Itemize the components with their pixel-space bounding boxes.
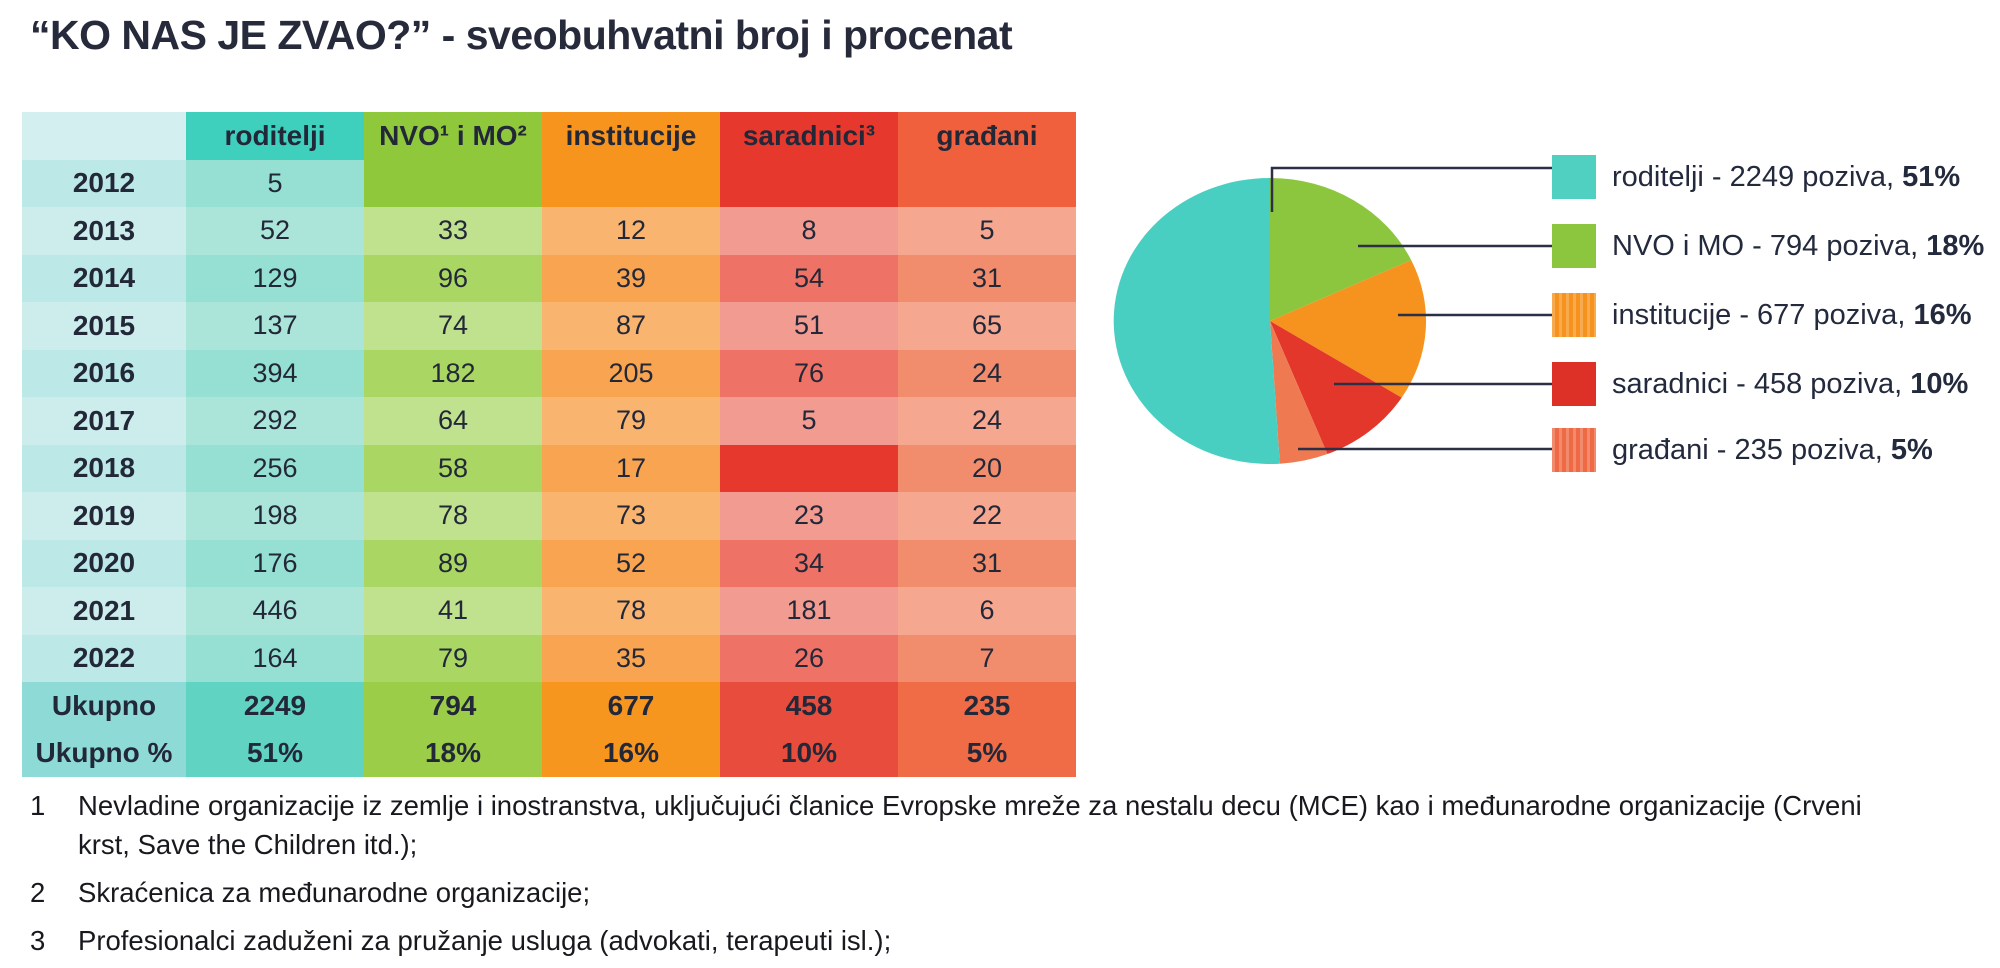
- pie-slice-nvo: [1270, 178, 1411, 321]
- table-cell-roditelji-2014: 129: [186, 255, 364, 303]
- table-cell-total-nvo: 18%: [364, 730, 542, 778]
- table-cell-nvo-2014: 96: [364, 255, 542, 303]
- table-cell-saradnici-2012: [720, 160, 898, 208]
- legend-item-saradnici: [1552, 362, 1968, 406]
- row-label-2014: 2014: [22, 255, 186, 303]
- legend-label: [1612, 368, 1968, 401]
- column-header-roditelji: roditelji: [186, 112, 364, 160]
- table-cell-saradnici-2015: 51: [720, 302, 898, 350]
- table-cell-gradjani-2021: 6: [898, 587, 1076, 635]
- table-cell-institucije-2017: 79: [542, 397, 720, 445]
- row-label-ukupno-pct: Ukupno %: [22, 730, 186, 778]
- row-label-2021: 2021: [22, 587, 186, 635]
- table-cell-institucije-2019: 73: [542, 492, 720, 540]
- table-cell-saradnici-2018: [720, 445, 898, 493]
- legend-label-text: institucije - 677 poziva,: [1612, 298, 1906, 331]
- legend-swatch-gradjani: [1552, 428, 1596, 472]
- table-cell-total-institucije: 677: [542, 682, 720, 730]
- calls-by-caller-table: [22, 112, 1076, 777]
- row-label-ukupno: Ukupno: [22, 682, 186, 730]
- legend-label-text: saradnici - 458 poziva,: [1612, 367, 1903, 400]
- table-cell-roditelji-2021: 446: [186, 587, 364, 635]
- pie-slice-institucije: [1270, 260, 1426, 398]
- table-cell-roditelji-2019: 198: [186, 492, 364, 540]
- pie-slice-roditelji: [1114, 178, 1280, 464]
- legend-label-pct: 16%: [1913, 298, 1972, 331]
- row-label-2020: 2020: [22, 540, 186, 588]
- table-cell-total-saradnici: 10%: [720, 730, 898, 778]
- table-cell-gradjani-2017: 24: [898, 397, 1076, 445]
- table-cell-saradnici-2013: 8: [720, 207, 898, 255]
- table-cell-nvo-2012: [364, 160, 542, 208]
- row-label-2022: 2022: [22, 635, 186, 683]
- table-cell-institucije-2014: 39: [542, 255, 720, 303]
- legend-label-text: NVO i MO - 794 poziva,: [1612, 229, 1919, 262]
- table-cell-total-gradjani: 235: [898, 682, 1076, 730]
- table-cell-total-institucije: 16%: [542, 730, 720, 778]
- table-cell-institucije-2020: 52: [542, 540, 720, 588]
- table-cell-institucije-2018: 17: [542, 445, 720, 493]
- footnote-1: [30, 786, 1920, 864]
- column-header-institucije: institucije: [542, 112, 720, 160]
- table-cell-roditelji-2016: 394: [186, 350, 364, 398]
- footnote-number: 1: [30, 790, 46, 821]
- table-cell-gradjani-2012: [898, 160, 1076, 208]
- leader-line-roditelji: [1272, 168, 1552, 212]
- table-cell-nvo-2022: 79: [364, 635, 542, 683]
- table-cell-gradjani-2022: 7: [898, 635, 1076, 683]
- column-header-saradnici: saradnici³: [720, 112, 898, 160]
- table-cell-saradnici-2016: 76: [720, 350, 898, 398]
- table-cell-total-nvo: 794: [364, 682, 542, 730]
- table-cell-gradjani-2015: 65: [898, 302, 1076, 350]
- table-corner-cell: [22, 112, 186, 160]
- table-cell-total-roditelji: 2249: [186, 682, 364, 730]
- pie-slice-saradnici: [1270, 321, 1402, 454]
- table-cell-roditelji-2012: 5: [186, 160, 364, 208]
- legend-label: [1612, 299, 1971, 332]
- column-header-gradjani: građani: [898, 112, 1076, 160]
- footnote-number: 2: [30, 877, 46, 909]
- table-cell-total-gradjani: 5%: [898, 730, 1076, 778]
- footnote-2: [30, 873, 1920, 912]
- table-cell-roditelji-2020: 176: [186, 540, 364, 588]
- table-cell-nvo-2021: 41: [364, 587, 542, 635]
- table-cell-gradjani-2019: 22: [898, 492, 1076, 540]
- table-cell-saradnici-2020: 34: [720, 540, 898, 588]
- row-label-2015: 2015: [22, 302, 186, 350]
- table-cell-gradjani-2013: 5: [898, 207, 1076, 255]
- table-cell-gradjani-2014: 31: [898, 255, 1076, 303]
- table-cell-gradjani-2020: 31: [898, 540, 1076, 588]
- legend-label: [1612, 161, 1960, 194]
- row-label-2018: 2018: [22, 445, 186, 493]
- table-cell-gradjani-2016: 24: [898, 350, 1076, 398]
- row-label-2016: 2016: [22, 350, 186, 398]
- legend-swatch-saradnici: [1552, 362, 1596, 406]
- legend-swatch-nvo: [1552, 224, 1596, 268]
- legend-label-pct: 18%: [1926, 229, 1985, 262]
- table-cell-roditelji-2013: 52: [186, 207, 364, 255]
- legend-label-pct: 5%: [1890, 433, 1933, 466]
- table-cell-roditelji-2018: 256: [186, 445, 364, 493]
- table-cell-saradnici-2019: 23: [720, 492, 898, 540]
- table-cell-nvo-2013: 33: [364, 207, 542, 255]
- table-cell-institucije-2015: 87: [542, 302, 720, 350]
- table-cell-institucije-2013: 12: [542, 207, 720, 255]
- table-cell-roditelji-2015: 137: [186, 302, 364, 350]
- table-cell-institucije-2012: [542, 160, 720, 208]
- table-cell-saradnici-2014: 54: [720, 255, 898, 303]
- row-label-2019: 2019: [22, 492, 186, 540]
- table-cell-institucije-2022: 35: [542, 635, 720, 683]
- footnote-3: [30, 921, 1920, 960]
- pie-slice-gradjani: [1270, 321, 1327, 464]
- table-cell-saradnici-2022: 26: [720, 635, 898, 683]
- table-cell-institucije-2021: 78: [542, 587, 720, 635]
- footnote-text: Nevladine organizacije iz zemlje i inostranstva, uključujući članice Evropske mreže za nestalu decu (MCE) kao i međunarodne organizacije (Crveni krst, Save the Children itd.);: [78, 790, 1862, 861]
- legend-label-pct: 10%: [1910, 367, 1969, 400]
- table-cell-institucije-2016: 205: [542, 350, 720, 398]
- row-label-2013: 2013: [22, 207, 186, 255]
- table-cell-total-saradnici: 458: [720, 682, 898, 730]
- table-cell-nvo-2017: 64: [364, 397, 542, 445]
- table-cell-nvo-2018: 58: [364, 445, 542, 493]
- table-cell-saradnici-2021: 181: [720, 587, 898, 635]
- table-cell-gradjani-2018: 20: [898, 445, 1076, 493]
- row-label-2012: 2012: [22, 160, 186, 208]
- page-title: “KO NAS JE ZVAO?” - sveobuhvatni broj i procenat: [30, 12, 1013, 58]
- table-cell-nvo-2016: 182: [364, 350, 542, 398]
- column-header-nvo: NVO¹ i MO²: [364, 112, 542, 160]
- table-cell-nvo-2020: 89: [364, 540, 542, 588]
- footnote-text: Profesionalci zaduženi za pružanje usluga (advokati, terapeuti isl.);: [78, 925, 892, 957]
- table-cell-nvo-2019: 78: [364, 492, 542, 540]
- footnotes: [30, 786, 1920, 968]
- legend-swatch-institucije: [1552, 293, 1596, 337]
- footnote-number: 3: [30, 925, 46, 957]
- legend-label: [1612, 230, 1984, 263]
- legend-item-gradjani: [1552, 428, 1933, 472]
- row-label-2017: 2017: [22, 397, 186, 445]
- table-cell-saradnici-2017: 5: [720, 397, 898, 445]
- legend-label: [1612, 434, 1933, 467]
- legend-label-text: roditelji - 2249 poziva,: [1612, 160, 1895, 193]
- legend-label-text: građani - 235 poziva,: [1612, 433, 1883, 466]
- legend-item-institucije: [1552, 293, 1971, 337]
- legend-item-roditelji: [1552, 155, 1960, 199]
- table-cell-roditelji-2022: 164: [186, 635, 364, 683]
- legend-swatch-roditelji: [1552, 155, 1596, 199]
- table-cell-roditelji-2017: 292: [186, 397, 364, 445]
- table-cell-total-roditelji: 51%: [186, 730, 364, 778]
- legend-label-pct: 51%: [1902, 160, 1961, 193]
- legend-item-nvo: [1552, 224, 1984, 268]
- table-cell-nvo-2015: 74: [364, 302, 542, 350]
- footnote-text: Skraćenica za međunarodne organizacije;: [78, 877, 591, 909]
